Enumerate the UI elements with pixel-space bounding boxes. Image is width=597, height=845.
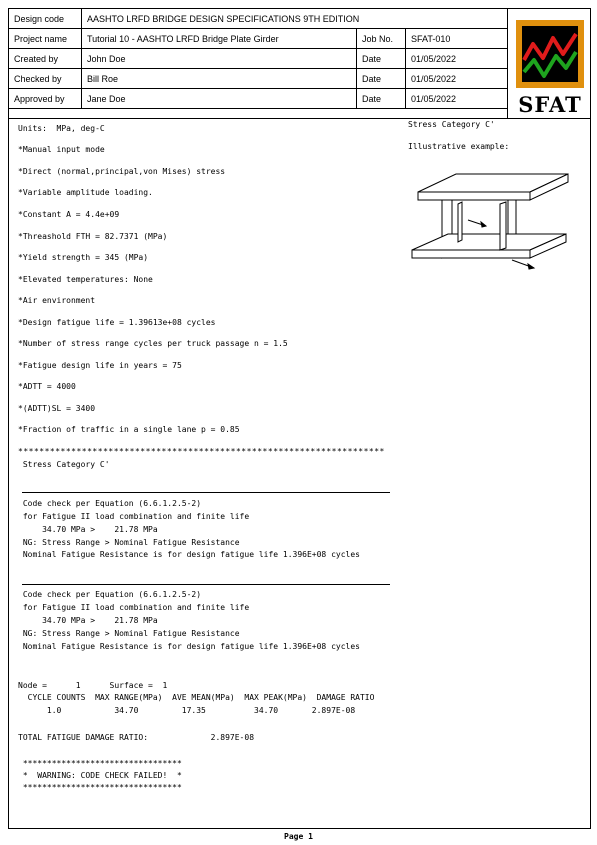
- checked-by-label: Checked by: [9, 69, 82, 89]
- created-by-label: Created by: [9, 49, 82, 69]
- check-line: NG: Stress Range > Nominal Fatigue Resistance: [18, 629, 240, 638]
- separator-line: *********************************************************************: [18, 447, 385, 456]
- input-line: *ADTT = 4000: [18, 382, 76, 391]
- input-line: *Air environment: [18, 296, 96, 305]
- title-block: [8, 8, 508, 109]
- check-line: Nominal Fatigue Resistance is for design fatigue life 1.396E+08 cycles: [18, 550, 360, 559]
- warning-stars: *********************************: [18, 783, 182, 792]
- input-line: Units: MPa, deg-C: [18, 124, 105, 133]
- sfat-logo: [507, 8, 591, 118]
- checked-date-value: 01/05/2022: [406, 69, 508, 89]
- input-line: *Number of stress range cycles per truck passage n = 1.5: [18, 339, 288, 348]
- input-line: *Variable amplitude loading.: [18, 188, 153, 197]
- total-damage-ratio: TOTAL FATIGUE DAMAGE RATIO: 2.897E-08: [18, 733, 255, 742]
- check-rule: [22, 584, 390, 585]
- input-line: *Yield strength = 345 (MPa): [18, 253, 149, 262]
- job-no-value: SFAT-010: [406, 29, 508, 49]
- check-rule: [22, 492, 390, 493]
- input-line: *Fraction of traffic in a single lane p = 0.85: [18, 425, 240, 434]
- logo-text: SFAT: [518, 92, 582, 117]
- input-line: *Threashold FTH = 82.7371 (MPa): [18, 232, 168, 241]
- approved-date-value: 01/05/2022: [406, 89, 508, 109]
- design-code-label: Design code: [9, 9, 82, 29]
- input-line: *Design fatigue life = 1.39613e+08 cycles: [18, 318, 216, 327]
- girder-detail-illustration: [408, 170, 578, 295]
- category-line: Stress Category C': [18, 460, 110, 469]
- created-date-value: 01/05/2022: [406, 49, 508, 69]
- check-line: Code check per Equation (6.6.1.2.5-2): [18, 499, 202, 508]
- project-name-label: Project name: [9, 29, 82, 49]
- created-by-value: John Doe: [82, 49, 357, 69]
- page-number: Page 1: [284, 832, 313, 841]
- design-code-value: AASHTO LRFD BRIDGE DESIGN SPECIFICATIONS 9TH EDITION: [82, 9, 508, 29]
- input-line: *Constant A = 4.4e+09: [18, 210, 120, 219]
- node-line: Node = 1 Surface = 1: [18, 681, 168, 690]
- check-line: 34.70 MPa > 21.78 MPa: [18, 616, 158, 625]
- check-line: 34.70 MPa > 21.78 MPa: [18, 525, 158, 534]
- results-header: CYCLE COUNTS MAX RANGE(MPa) AVE MEAN(MPa) MAX PEAK(MPa) DAMAGE RATIO: [18, 693, 375, 702]
- side-category: Stress Category C': [408, 120, 495, 129]
- created-date-label: Date: [357, 49, 406, 69]
- check-line: for Fatigue II load combination and finite life: [18, 603, 250, 612]
- input-line: *Elevated temperatures: None: [18, 275, 153, 284]
- checked-date-label: Date: [357, 69, 406, 89]
- check-line: NG: Stress Range > Nominal Fatigue Resistance: [18, 538, 240, 547]
- job-no-label: Job No.: [357, 29, 406, 49]
- approved-by-label: Approved by: [9, 89, 82, 109]
- warning-text: * WARNING: CODE CHECK FAILED! *: [18, 771, 182, 780]
- approved-by-value: Jane Doe: [82, 89, 357, 109]
- check-line: Code check per Equation (6.6.1.2.5-2): [18, 590, 202, 599]
- input-line: *Manual input mode: [18, 145, 105, 154]
- check-line: for Fatigue II load combination and finite life: [18, 512, 250, 521]
- approved-date-label: Date: [357, 89, 406, 109]
- checked-by-value: Bill Roe: [82, 69, 357, 89]
- side-example: Illustrative example:: [408, 142, 510, 151]
- project-name-value: Tutorial 10 - AASHTO LRFD Bridge Plate Girder: [82, 29, 357, 49]
- sfat-chart-icon: [516, 20, 584, 88]
- check-line: Nominal Fatigue Resistance is for design fatigue life 1.396E+08 cycles: [18, 642, 360, 651]
- input-line: *(ADTT)SL = 3400: [18, 404, 96, 413]
- warning-stars: *********************************: [18, 759, 182, 768]
- results-row: 1.0 34.70 17.35 34.70 2.897E-08: [18, 706, 356, 715]
- header-divider: [8, 118, 591, 119]
- input-line: *Fatigue design life in years = 75: [18, 361, 182, 370]
- input-line: *Direct (normal,principal,von Mises) stress: [18, 167, 226, 176]
